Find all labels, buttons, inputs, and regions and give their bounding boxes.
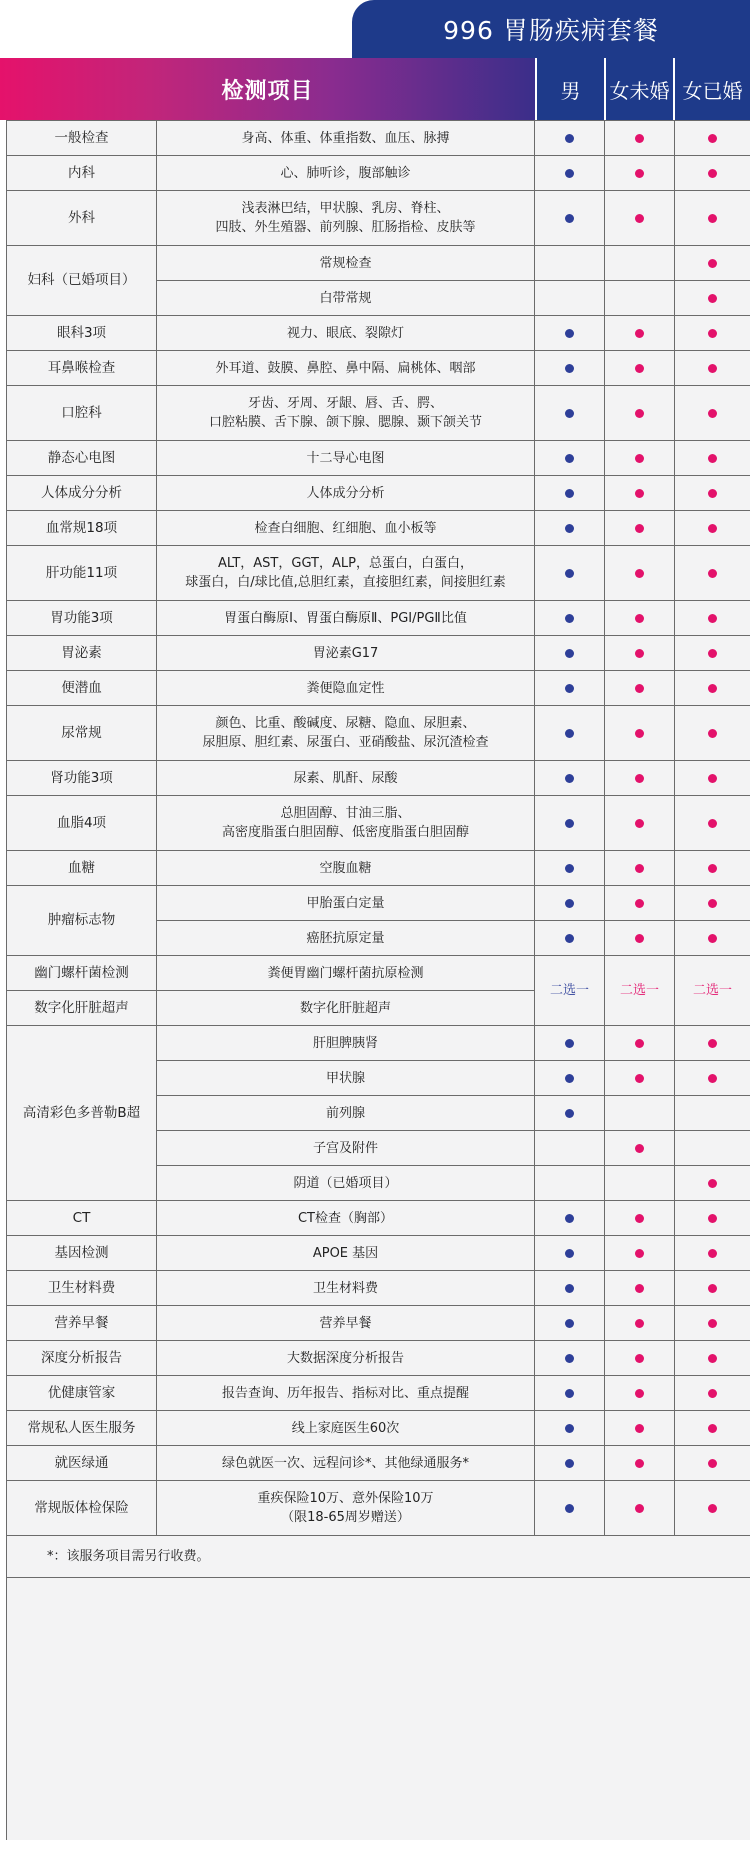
female-unmarried-cell [605,1306,675,1341]
male-included-dot [565,649,574,658]
female-included-dot [635,364,644,373]
male-included-dot [565,364,574,373]
header-female-married: 女已婚 [673,58,750,120]
detail-cell: 肝胆脾胰肾 [157,1026,535,1061]
female-included-dot [635,1424,644,1433]
detail-cell: 粪便隐血定性 [157,671,535,706]
female-unmarried-cell [605,1271,675,1306]
category-cell: 妇科（已婚项目） [7,246,157,316]
female-unmarried-cell [605,1376,675,1411]
category-cell: 便潜血 [7,671,157,706]
detail-cell: 前列腺 [157,1096,535,1131]
male-included-dot [565,489,574,498]
female-married-cell [675,351,750,386]
category-cell: 肝功能11项 [7,546,157,601]
category-cell: 口腔科 [7,386,157,441]
male-cell [535,1236,605,1271]
detail-cell: 胃泌素G17 [157,636,535,671]
detail-cell: CT检查（胸部） [157,1201,535,1236]
category-cell: 血常规18项 [7,511,157,546]
female-included-dot [635,1074,644,1083]
female-married-cell [675,671,750,706]
male-included-dot [565,1354,574,1363]
female-included-dot [635,1249,644,1258]
category-cell: 优健康管家 [7,1376,157,1411]
male-included-dot [565,614,574,623]
female-included-dot [708,934,717,943]
male-included-dot [565,864,574,873]
female-unmarried-cell [605,1061,675,1096]
female-included-dot [635,1459,644,1468]
male-included-dot [565,1459,574,1468]
female-included-dot [635,524,644,533]
female-married-cell [675,191,750,246]
female-unmarried-cell [605,281,675,316]
choose-one-label: 二选一 [619,983,659,998]
male-cell [535,1411,605,1446]
female-unmarried-cell [605,511,675,546]
category-cell: 就医绿通 [7,1446,157,1481]
female-included-dot [708,569,717,578]
male-cell [535,246,605,281]
male-cell [535,761,605,796]
male-included-dot [565,899,574,908]
female-included-dot [635,1284,644,1293]
male-cell [535,1201,605,1236]
female-unmarried-cell [605,156,675,191]
category-cell: 肾功能3项 [7,761,157,796]
female-married-cell [675,1306,750,1341]
female-included-dot [635,1354,644,1363]
female-married-cell [675,706,750,761]
detail-cell: 甲状腺 [157,1061,535,1096]
male-cell [535,921,605,956]
female-included-dot [708,1354,717,1363]
male-included-dot [565,1389,574,1398]
female-included-dot [635,1039,644,1048]
female-unmarried-cell [605,386,675,441]
female-married-cell [675,476,750,511]
female-included-dot [635,649,644,658]
male-cell [535,441,605,476]
exam-table [6,120,750,1840]
female-included-dot [708,1319,717,1328]
female-included-dot [708,899,717,908]
category-cell: 外科 [7,191,157,246]
female-unmarried-cell [605,1411,675,1446]
male-cell [535,351,605,386]
female-included-dot [708,819,717,828]
choose-one-cell [535,956,605,1026]
header-item: 检测项目 [0,58,535,120]
male-included-dot [565,1424,574,1433]
female-married-cell [675,441,750,476]
category-cell: 眼科3项 [7,316,157,351]
male-cell [535,121,605,156]
male-included-dot [565,1319,574,1328]
female-unmarried-cell [605,1096,675,1131]
detail-cell: 总胆固醇、甘油三脂、 高密度脂蛋白胆固醇、低密度脂蛋白胆固醇 [157,796,535,851]
male-included-dot [565,819,574,828]
detail-cell: 人体成分分析 [157,476,535,511]
female-included-dot [708,329,717,338]
female-included-dot [635,214,644,223]
female-included-dot [635,684,644,693]
male-cell [535,156,605,191]
detail-cell: 牙齿、牙周、牙龈、唇、舌、腭、 口腔粘膜、舌下腺、颌下腺、腮腺、颞下颌关节 [157,386,535,441]
female-included-dot [708,489,717,498]
female-married-cell [675,1061,750,1096]
male-included-dot [565,729,574,738]
female-unmarried-cell [605,441,675,476]
female-unmarried-cell [605,601,675,636]
female-included-dot [708,259,717,268]
female-included-dot [635,134,644,143]
female-unmarried-cell [605,1026,675,1061]
female-married-cell [675,851,750,886]
female-included-dot [708,1074,717,1083]
male-included-dot [565,409,574,418]
female-included-dot [635,864,644,873]
female-married-cell [675,386,750,441]
female-included-dot [708,409,717,418]
male-cell [535,1166,605,1201]
female-included-dot [708,364,717,373]
female-married-cell [675,1166,750,1201]
male-included-dot [565,934,574,943]
female-included-dot [708,214,717,223]
female-included-dot [635,729,644,738]
female-included-dot [635,1214,644,1223]
detail-cell: 绿色就医一次、远程问诊*、其他绿通服务* [157,1446,535,1481]
female-married-cell [675,796,750,851]
category-cell: 高清彩色多普勒B超 [7,1026,157,1201]
category-cell: 卫生材料费 [7,1271,157,1306]
detail-cell: 大数据深度分析报告 [157,1341,535,1376]
category-cell: 常规版体检保险 [7,1481,157,1536]
female-unmarried-cell [605,1166,675,1201]
female-married-cell [675,121,750,156]
male-included-dot [565,134,574,143]
male-cell [535,1271,605,1306]
male-cell [535,1481,605,1536]
detail-cell: ALT，AST，GGT，ALP，总蛋白，白蛋白， 球蛋白，白/球比值,总胆红素，直接胆红素，间接胆红素 [157,546,535,601]
female-included-dot [635,1144,644,1153]
female-included-dot [635,569,644,578]
female-included-dot [708,524,717,533]
female-unmarried-cell [605,546,675,601]
female-married-cell [675,1446,750,1481]
male-cell [535,511,605,546]
detail-cell: 粪便胃幽门螺杆菌抗原检测 [157,956,535,991]
female-married-cell [675,511,750,546]
male-included-dot [565,1109,574,1118]
detail-cell: 常规检查 [157,246,535,281]
female-included-dot [708,1459,717,1468]
female-included-dot [708,169,717,178]
female-included-dot [708,1214,717,1223]
male-cell [535,316,605,351]
category-cell: 人体成分分析 [7,476,157,511]
female-married-cell [675,1341,750,1376]
detail-cell: 卫生材料费 [157,1271,535,1306]
female-unmarried-cell [605,1201,675,1236]
female-included-dot [635,1504,644,1513]
male-cell [535,706,605,761]
detail-cell: 营养早餐 [157,1306,535,1341]
female-unmarried-cell [605,706,675,761]
female-included-dot [635,329,644,338]
category-cell: 数字化肝脏超声 [7,991,157,1026]
choose-one-cell [605,956,675,1026]
male-cell [535,1131,605,1166]
female-married-cell [675,546,750,601]
female-unmarried-cell [605,1341,675,1376]
detail-cell: 检查白细胞、红细胞、血小板等 [157,511,535,546]
category-cell: 营养早餐 [7,1306,157,1341]
female-unmarried-cell [605,886,675,921]
female-included-dot [708,864,717,873]
male-included-dot [565,169,574,178]
male-cell [535,1446,605,1481]
male-cell [535,601,605,636]
female-included-dot [635,614,644,623]
category-cell: 常规私人医生服务 [7,1411,157,1446]
category-cell: 基因检测 [7,1236,157,1271]
female-unmarried-cell [605,761,675,796]
male-cell [535,796,605,851]
male-included-dot [565,329,574,338]
female-included-dot [708,1284,717,1293]
female-married-cell [675,1411,750,1446]
detail-cell: 线上家庭医生60次 [157,1411,535,1446]
male-included-dot [565,569,574,578]
female-married-cell [675,316,750,351]
female-included-dot [635,169,644,178]
female-included-dot [635,409,644,418]
female-unmarried-cell [605,121,675,156]
detail-cell: 心、肺听诊，腹部触诊 [157,156,535,191]
detail-cell: 身高、体重、体重指数、血压、脉搏 [157,121,535,156]
male-included-dot [565,524,574,533]
female-included-dot [708,1039,717,1048]
female-unmarried-cell [605,246,675,281]
male-included-dot [565,1074,574,1083]
male-cell [535,1306,605,1341]
detail-cell: 癌胚抗原定量 [157,921,535,956]
female-married-cell [675,1131,750,1166]
detail-cell: 子宫及附件 [157,1131,535,1166]
female-married-cell [675,281,750,316]
detail-cell: 颜色、比重、酸碱度、尿糖、隐血、尿胆素、 尿胆原、胆红素、尿蛋白、亚硝酸盐、尿沉渣检查 [157,706,535,761]
category-cell: 深度分析报告 [7,1341,157,1376]
detail-cell: 空腹血糖 [157,851,535,886]
female-married-cell [675,921,750,956]
female-unmarried-cell [605,191,675,246]
female-unmarried-cell [605,351,675,386]
female-included-dot [708,454,717,463]
detail-cell: 十二导心电图 [157,441,535,476]
detail-cell: 白带常规 [157,281,535,316]
detail-cell: APOE 基因 [157,1236,535,1271]
female-included-dot [708,1389,717,1398]
package-title: 996 胃肠疾病套餐 [352,0,750,58]
detail-cell: 报告查询、历年报告、指标对比、重点提醒 [157,1376,535,1411]
female-married-cell [675,1096,750,1131]
female-unmarried-cell [605,1481,675,1536]
female-unmarried-cell [605,1131,675,1166]
male-included-dot [565,1039,574,1048]
female-included-dot [635,774,644,783]
footnote: *：该服务项目需另行收费。 [7,1536,750,1578]
female-unmarried-cell [605,636,675,671]
male-cell [535,636,605,671]
female-included-dot [635,489,644,498]
male-cell [535,1096,605,1131]
female-included-dot [708,649,717,658]
female-married-cell [675,1236,750,1271]
female-unmarried-cell [605,796,675,851]
female-included-dot [708,729,717,738]
male-included-dot [565,1284,574,1293]
male-cell [535,671,605,706]
female-married-cell [675,636,750,671]
female-married-cell [675,886,750,921]
choose-one-label: 二选一 [549,983,589,998]
detail-cell: 数字化肝脏超声 [157,991,535,1026]
male-included-dot [565,1249,574,1258]
female-included-dot [708,684,717,693]
female-married-cell [675,601,750,636]
male-cell [535,1026,605,1061]
category-cell: 胃功能3项 [7,601,157,636]
category-cell: 血脂4项 [7,796,157,851]
male-cell [535,546,605,601]
category-cell: 一般检查 [7,121,157,156]
category-cell: 内科 [7,156,157,191]
female-unmarried-cell [605,1236,675,1271]
male-included-dot [565,454,574,463]
female-included-dot [708,774,717,783]
choose-one-label: 二选一 [692,983,732,998]
female-married-cell [675,1026,750,1061]
female-included-dot [635,819,644,828]
female-married-cell [675,156,750,191]
female-unmarried-cell [605,671,675,706]
female-included-dot [635,1319,644,1328]
detail-cell: 尿素、肌酐、尿酸 [157,761,535,796]
female-unmarried-cell [605,316,675,351]
choose-one-cell [675,956,750,1026]
male-cell [535,476,605,511]
male-cell [535,281,605,316]
female-included-dot [708,1179,717,1188]
female-married-cell [675,1376,750,1411]
female-included-dot [708,614,717,623]
female-married-cell [675,246,750,281]
detail-cell: 阴道（已婚项目） [157,1166,535,1201]
male-cell [535,191,605,246]
detail-cell: 重疾保险10万、意外保险10万 （限18-65周岁赠送） [157,1481,535,1536]
female-included-dot [708,134,717,143]
male-cell [535,386,605,441]
female-unmarried-cell [605,1446,675,1481]
detail-cell: 甲胎蛋白定量 [157,886,535,921]
category-cell: 尿常规 [7,706,157,761]
category-cell: 耳鼻喉检查 [7,351,157,386]
detail-cell: 胃蛋白酶原Ⅰ、胃蛋白酶原Ⅱ、PGⅠ/PGⅡ比值 [157,601,535,636]
male-included-dot [565,1504,574,1513]
female-married-cell [675,1201,750,1236]
female-included-dot [708,1249,717,1258]
male-included-dot [565,1214,574,1223]
category-cell: 胃泌素 [7,636,157,671]
category-cell: 幽门螺杆菌检测 [7,956,157,991]
female-included-dot [708,294,717,303]
female-included-dot [635,899,644,908]
header-male: 男 [535,58,604,120]
header-female-unmarried: 女未婚 [604,58,673,120]
male-included-dot [565,214,574,223]
category-cell: CT [7,1201,157,1236]
category-cell: 血糖 [7,851,157,886]
female-unmarried-cell [605,921,675,956]
female-married-cell [675,1481,750,1536]
detail-cell: 浅表淋巴结，甲状腺、乳房、脊柱、 四肢、外生殖器、前列腺、肛肠指检、皮肤等 [157,191,535,246]
male-cell [535,1341,605,1376]
male-cell [535,886,605,921]
detail-cell: 视力、眼底、裂隙灯 [157,316,535,351]
male-cell [535,1061,605,1096]
male-cell [535,851,605,886]
female-included-dot [708,1424,717,1433]
category-cell: 静态心电图 [7,441,157,476]
female-included-dot [708,1504,717,1513]
female-married-cell [675,761,750,796]
male-included-dot [565,774,574,783]
female-included-dot [635,934,644,943]
category-cell: 肿瘤标志物 [7,886,157,956]
female-included-dot [635,1389,644,1398]
female-unmarried-cell [605,476,675,511]
detail-cell: 外耳道、鼓膜、鼻腔、鼻中隔、扁桃体、咽部 [157,351,535,386]
female-unmarried-cell [605,851,675,886]
male-cell [535,1376,605,1411]
male-included-dot [565,684,574,693]
table-header [0,58,750,120]
female-married-cell [675,1271,750,1306]
female-included-dot [635,454,644,463]
